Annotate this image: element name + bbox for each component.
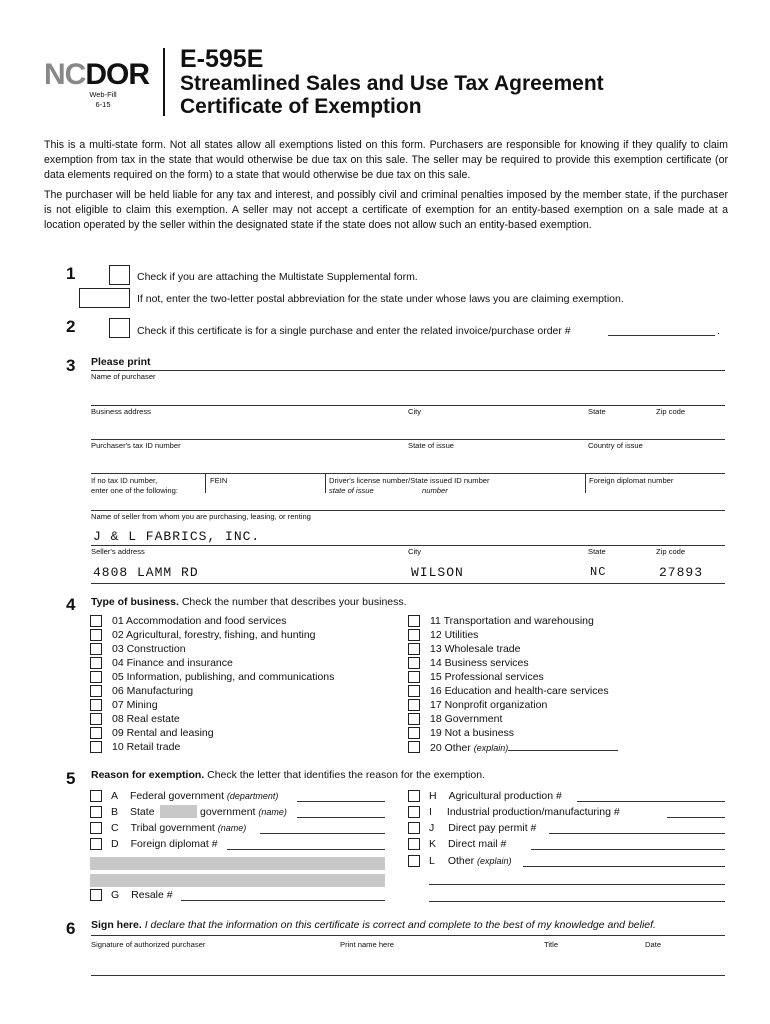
business-city-label: City xyxy=(408,407,422,416)
reason-d-letter: D xyxy=(111,838,119,850)
tax-id-input[interactable] xyxy=(91,451,725,473)
business-address-input[interactable] xyxy=(91,417,725,439)
business-type-07-label: 07 Mining xyxy=(112,699,158,711)
drivers-license-label: Driver's license number/State issued ID number xyxy=(329,476,490,485)
reason-l-text: Other xyxy=(447,855,475,867)
reason-e-grayed-out xyxy=(90,857,385,870)
tax-id-rule xyxy=(91,473,725,474)
reason-i-text: Industrial production/manufacturing # xyxy=(446,806,620,818)
reason-l-input-line3[interactable] xyxy=(429,901,725,902)
purchaser-name-input[interactable] xyxy=(91,382,725,404)
seller-zip-label: Zip code xyxy=(656,547,686,556)
print-name-label: Print name here xyxy=(340,940,395,949)
business-type-19-checkbox[interactable] xyxy=(408,727,420,739)
business-type-09-label: 09 Rental and leasing xyxy=(112,727,214,739)
reason-i-label xyxy=(429,805,620,819)
business-type-04-label: 04 Finance and insurance xyxy=(112,657,233,669)
no-tax-id-label-2: enter one of the following: xyxy=(91,486,178,495)
reason-instruction: Check the letter that identifies the reason for the exemption. xyxy=(207,769,485,781)
single-purchase-checkbox[interactable] xyxy=(109,318,130,338)
business-type-other-input[interactable] xyxy=(508,740,618,751)
reason-k-label xyxy=(429,837,506,851)
reason-l-input-line2[interactable] xyxy=(429,884,725,885)
seller-city-label: City xyxy=(408,547,422,556)
signature-input[interactable] xyxy=(91,952,725,974)
reason-h-checkbox[interactable] xyxy=(408,790,420,802)
business-type-02-label: 02 Agricultural, forestry, fishing, and hunting xyxy=(112,629,316,641)
reason-c-checkbox[interactable] xyxy=(90,822,102,834)
reason-g-text: Resale # xyxy=(131,889,173,901)
diplomat-divider xyxy=(585,473,586,493)
section-4-number: 4 xyxy=(66,595,76,614)
reason-b-text2: government xyxy=(200,806,256,818)
dl-number-label: number xyxy=(422,486,448,495)
business-type-10-label: 10 Retail trade xyxy=(112,741,181,753)
business-type-11-label: 11 Transportation and warehousing xyxy=(430,615,594,627)
reason-a-checkbox[interactable] xyxy=(90,790,102,802)
reason-c-text: Tribal government xyxy=(130,822,215,834)
business-type-20-text: 20 Other xyxy=(430,742,471,754)
dl-state-of-issue-label: state of issue xyxy=(329,486,374,495)
business-type-11-checkbox[interactable] xyxy=(408,615,420,627)
id-number-rule xyxy=(91,510,725,511)
fein-label: FEIN xyxy=(210,476,228,485)
business-type-14-checkbox[interactable] xyxy=(408,657,420,669)
reason-b-text1: State xyxy=(130,806,155,818)
state-abbreviation-input[interactable] xyxy=(79,288,130,308)
reason-h-input[interactable] xyxy=(577,801,725,802)
form-title-line2: Certificate of Exemption xyxy=(180,95,422,118)
foreign-diplomat-number-label: Foreign diplomat number xyxy=(589,476,674,485)
reason-j-input[interactable] xyxy=(549,833,725,834)
reason-j-letter: J xyxy=(429,822,435,834)
business-type-08-checkbox[interactable] xyxy=(90,713,102,725)
form-title-line1: Streamlined Sales and Use Tax Agreement xyxy=(180,72,604,95)
web-fill-version xyxy=(78,90,128,110)
reason-j-label xyxy=(429,821,536,835)
intro-paragraph-1: This is a multi-state form. Not all states allow all exemptions listed on this form. Purchasers are responsible for knowing if they qualify to claim exemption from tax in the state that would otherwise be due tax on this sale. The seller may be required to provide this exemption certificate (or data elements required on the form) to a state that would otherwise be due tax on this sale. xyxy=(44,139,728,181)
seller-address-value[interactable]: 4808 LAMM RD xyxy=(93,565,199,580)
business-type-20-checkbox[interactable] xyxy=(408,741,420,753)
business-type-06-label: 06 Manufacturing xyxy=(112,685,194,697)
business-type-01-checkbox[interactable] xyxy=(90,615,102,627)
seller-zip-value[interactable]: 27893 xyxy=(659,565,704,580)
section-5-number: 5 xyxy=(66,769,76,788)
reason-b-input[interactable] xyxy=(297,817,385,818)
reason-c-letter: C xyxy=(111,822,119,834)
reason-a-input[interactable] xyxy=(297,801,385,802)
reason-a-text: Federal government xyxy=(130,790,224,802)
reason-a-letter: A xyxy=(111,790,119,802)
business-type-15-label: 15 Professional services xyxy=(430,671,544,683)
business-type-17-label: 17 Nonprofit organization xyxy=(430,699,548,711)
reason-b-hint: (name) xyxy=(258,807,287,817)
business-type-19-label: 19 Not a business xyxy=(430,727,515,739)
reason-d-checkbox[interactable] xyxy=(90,838,102,850)
reason-b-letter: B xyxy=(111,806,119,818)
business-type-13-checkbox[interactable] xyxy=(408,643,420,655)
reason-c-label xyxy=(111,821,246,835)
business-type-07-checkbox[interactable] xyxy=(90,699,102,711)
business-type-02-checkbox[interactable] xyxy=(90,629,102,641)
reason-c-hint: (name) xyxy=(217,823,247,833)
tax-id-state-label: State of issue xyxy=(408,441,455,450)
business-type-16-checkbox[interactable] xyxy=(408,685,420,697)
reason-d-input[interactable] xyxy=(227,849,385,850)
business-zip-label: Zip code xyxy=(656,407,686,416)
business-state-label: State xyxy=(588,407,606,416)
reason-i-letter: I xyxy=(429,806,432,818)
state-abbreviation-label: If not, enter the two-letter postal abbreviation for the state under whose laws you are claiming exemption. xyxy=(137,293,624,305)
business-type-10-checkbox[interactable] xyxy=(90,741,102,753)
seller-name-label: Name of seller from whom you are purchasing, leasing, or renting xyxy=(91,512,311,521)
seller-state-value[interactable]: NC xyxy=(590,565,607,579)
reason-l-hint: (explain) xyxy=(477,856,512,866)
reason-a-label xyxy=(111,789,278,803)
intro-paragraph-2: The purchaser will be held liable for any tax and interest, and possibly civil and criminal penalties imposed by the member state, if the purchaser is not eligible to claim this exemption. A seller may not accept a certificate of exemption for an entity-based exemption on a sale made at a location operated by the seller within the designated state if the state does not allow such an entity-based exemption. xyxy=(44,189,728,231)
reason-k-checkbox[interactable] xyxy=(408,838,420,850)
business-type-16-label: 16 Education and health-care services xyxy=(430,685,609,697)
business-type-06-checkbox[interactable] xyxy=(90,685,102,697)
reason-g-checkbox[interactable] xyxy=(90,889,102,901)
business-type-20-hint: (explain) xyxy=(473,743,509,753)
reason-b-state-field[interactable] xyxy=(160,805,197,818)
business-type-08-label: 08 Real estate xyxy=(112,713,180,725)
web-fill-label: Web-Fill xyxy=(89,90,117,99)
tax-id-country-label: Country of issue xyxy=(588,441,643,450)
sign-here-title: Sign here. xyxy=(91,919,142,931)
section-1-number: 1 xyxy=(66,264,76,283)
reason-for-exemption-heading xyxy=(91,769,485,782)
business-type-05-checkbox[interactable] xyxy=(90,671,102,683)
type-of-business-heading xyxy=(91,596,407,609)
id-number-input[interactable] xyxy=(206,496,725,510)
seller-name-value[interactable]: J & L FABRICS, INC. xyxy=(93,529,261,544)
business-type-18-checkbox[interactable] xyxy=(408,713,420,725)
reason-c-input[interactable] xyxy=(260,833,385,834)
business-type-03-checkbox[interactable] xyxy=(90,643,102,655)
version-label: 6-15 xyxy=(95,100,111,109)
business-type-20-label xyxy=(430,740,618,755)
reason-g-input[interactable] xyxy=(181,900,385,901)
reason-k-letter: K xyxy=(429,838,437,850)
business-type-14-label: 14 Business services xyxy=(430,657,529,669)
seller-name-rule xyxy=(91,545,725,546)
business-type-12-checkbox[interactable] xyxy=(408,629,420,641)
reason-title: Reason for exemption. xyxy=(91,769,205,781)
business-type-03-label: 03 Construction xyxy=(112,643,186,655)
title-label: Title xyxy=(544,940,559,949)
header-divider xyxy=(163,48,165,116)
multistate-supplemental-label: Check if you are attaching the Multistate Supplemental form. xyxy=(137,271,418,283)
type-of-business-instruction: Check the number that describes your business. xyxy=(181,596,407,608)
business-type-01-label: 01 Accommodation and food services xyxy=(112,615,287,627)
reason-l-input[interactable] xyxy=(523,866,725,867)
reason-h-label xyxy=(429,789,562,803)
reason-g-letter: G xyxy=(111,889,120,901)
section-3-top-rule xyxy=(91,370,725,371)
section-2-number: 2 xyxy=(66,317,76,336)
date-label: Date xyxy=(645,940,662,949)
invoice-number-input[interactable] xyxy=(608,335,715,336)
seller-address-rule xyxy=(91,583,725,584)
reason-j-text: Direct pay permit # xyxy=(448,822,537,834)
section-6-number: 6 xyxy=(66,919,76,938)
reason-j-checkbox[interactable] xyxy=(408,822,420,834)
business-type-17-checkbox[interactable] xyxy=(408,699,420,711)
business-type-05-label: 05 Information, publishing, and communications xyxy=(112,671,335,683)
single-purchase-label: Check if this certificate is for a single purchase and enter the related invoice/purchase order # xyxy=(137,325,571,337)
business-type-13-label: 13 Wholesale trade xyxy=(430,643,521,655)
reason-b-label xyxy=(111,805,155,819)
type-of-business-title: Type of business. xyxy=(91,596,179,608)
reason-l-letter: L xyxy=(429,855,435,867)
reason-h-letter: H xyxy=(429,790,437,802)
single-purchase-period: . xyxy=(717,325,720,337)
reason-a-hint: (department) xyxy=(226,791,279,801)
purchaser-name-label: Name of purchaser xyxy=(91,372,156,381)
business-type-04-checkbox[interactable] xyxy=(90,657,102,669)
business-type-18-label: 18 Government xyxy=(430,713,503,725)
form-number: E-595E xyxy=(180,45,264,73)
dl-divider xyxy=(325,473,326,493)
section-3-number: 3 xyxy=(66,356,76,375)
signature-rule xyxy=(91,975,725,976)
signature-label: Signature of authorized purchaser xyxy=(91,940,206,949)
sign-here-heading xyxy=(91,919,656,932)
sign-top-rule xyxy=(91,935,725,936)
business-address-rule xyxy=(91,439,725,440)
reason-f-grayed-out xyxy=(90,874,385,887)
purchaser-name-rule xyxy=(91,405,725,406)
reason-h-text: Agricultural production # xyxy=(448,790,562,802)
seller-address-label: Seller's address xyxy=(91,547,145,556)
business-type-09-checkbox[interactable] xyxy=(90,727,102,739)
tax-id-label: Purchaser's tax ID number xyxy=(91,441,181,450)
business-type-12-label: 12 Utilities xyxy=(430,629,479,641)
reason-l-checkbox[interactable] xyxy=(408,855,420,867)
business-type-15-checkbox[interactable] xyxy=(408,671,420,683)
multistate-supplemental-checkbox[interactable] xyxy=(109,265,130,285)
reason-i-input[interactable] xyxy=(667,817,725,818)
business-address-label: Business address xyxy=(91,407,151,416)
reason-k-text: Direct mail # xyxy=(448,838,507,850)
seller-state-label: State xyxy=(588,547,606,556)
reason-b-checkbox[interactable] xyxy=(90,806,102,818)
reason-l-label xyxy=(429,854,512,868)
seller-city-value[interactable]: WILSON xyxy=(411,565,464,580)
reason-g-label xyxy=(111,888,173,902)
no-tax-id-label-1: If no tax ID number, xyxy=(91,476,158,485)
ncdor-logo: NCDOR xyxy=(44,58,150,91)
sign-declaration: I declare that the information on this certificate is correct and complete to the best of my knowledge and belief. xyxy=(144,919,656,931)
reason-k-input[interactable] xyxy=(531,849,725,850)
reason-d-text: Foreign diplomat # xyxy=(130,838,218,850)
reason-d-label xyxy=(111,837,218,851)
fein-divider xyxy=(205,473,206,493)
reason-i-checkbox[interactable] xyxy=(408,806,420,818)
please-print-label: Please print xyxy=(91,356,151,368)
